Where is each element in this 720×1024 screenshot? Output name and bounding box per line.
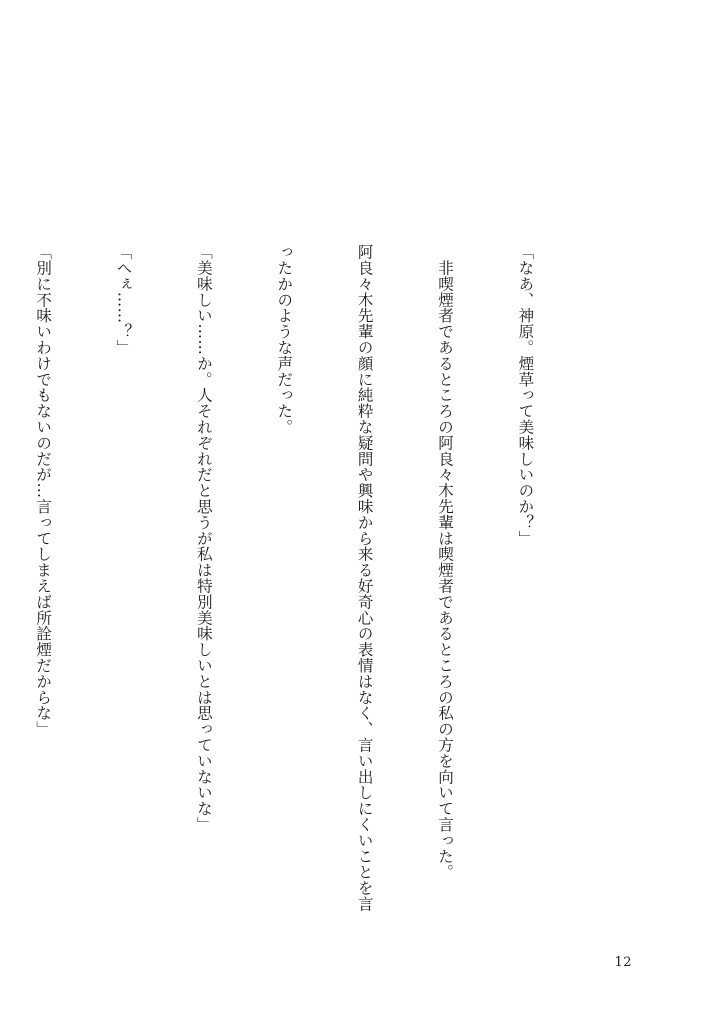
text-line: 阿良々木先輩の顔に純粋な疑問や興味から来る好奇心の表情はなく、言い出しにくいことを言 [355,244,374,912]
text-line: 「別に不味いわけでもないのだが…言ってしまえば所詮煙だからな」 [34,244,53,737]
text-line: 「なあ、神原。煙草って美味しいのか？」 [516,244,535,547]
text-line: ったかのような声だった。 [275,244,294,435]
text-line: 「美味しい……か。人それぞれだと思うが私は特別美味しいとは思っていないな」 [194,244,213,833]
vertical-text-block [0,244,592,964]
page-number: 12 [614,955,632,970]
text-line: 非喫煙者であるところの阿良々木先輩は喫煙者であるところの私の方を向いて言った。 [436,244,455,880]
text-line: 「へぇ……？」 [114,244,133,356]
